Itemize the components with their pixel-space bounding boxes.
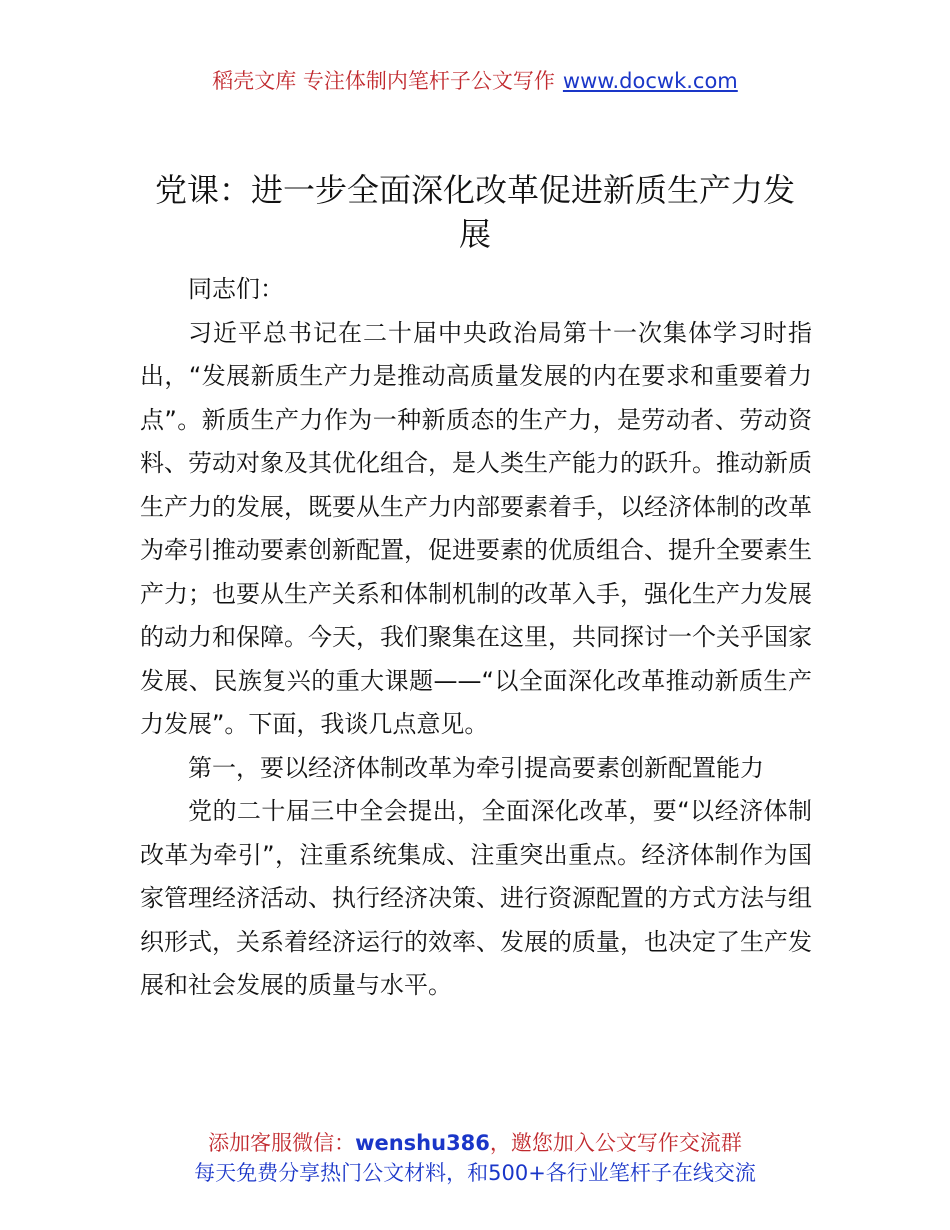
footer-wechat-id: wenshu386	[355, 1131, 490, 1155]
section-heading-paragraph: 第一，要以经济体制改革为牵引提高要素创新配置能力	[188, 753, 764, 782]
header-website-link[interactable]: www.docwk.com	[562, 69, 738, 93]
salutation-paragraph: 同志们：	[188, 275, 284, 303]
page-header	[0, 66, 950, 96]
footer-promo-line: 每天免费分享热门公文材料，和500+各行业笔杆子在线交流	[194, 1161, 756, 1185]
body-paragraph: 党的二十届三中全会提出，全面深化改革，要“以经济体制改革为牵引”，注重系统集成、注重突出重点。经济体制作为国家管理经济活动、执行经济决策、进行资源配置的方式方法与组织形式，关系着经济运行的效率、发展的质量，也决定了生产发展和社会发展的质量与水平。	[140, 797, 812, 999]
footer-wechat-suffix: ，邀您加入公文写作交流群	[489, 1131, 742, 1155]
header-brand-text: 稻壳文库 专注体制内笔杆子公文写作	[212, 69, 555, 93]
document-title: 党课：进一步全面深化改革促进新质生产力发展	[154, 171, 795, 253]
footer-wechat-line	[0, 1128, 950, 1158]
document-body	[140, 268, 812, 1008]
footer-wechat-prefix: 添加客服微信：	[208, 1131, 356, 1155]
page-footer	[0, 1128, 950, 1188]
body-paragraph: 习近平总书记在二十届中央政治局第十一次集体学习时指出，“发展新质生产力是推动高质量发展的内在要求和重要着力点”。新质生产力作为一种新质态的生产力，是劳动者、劳动资料、劳动对象及其优化组合，是人类生产能力的跃升。推动新质生产力的发展，既要从生产力内部要素着手，以经济体制的改革为牵引推动要素创新配置，促进要素的优质组合、提升全要素生产力；也要从生产关系和体制机制的改革入手，强化生产力发展的动力和保障。今天，我们聚集在这里，共同探讨一个关乎国家发展、民族复兴的重大课题——“以全面深化改革推动新质生产力发展”。下面，我谈几点意见。	[140, 318, 812, 738]
